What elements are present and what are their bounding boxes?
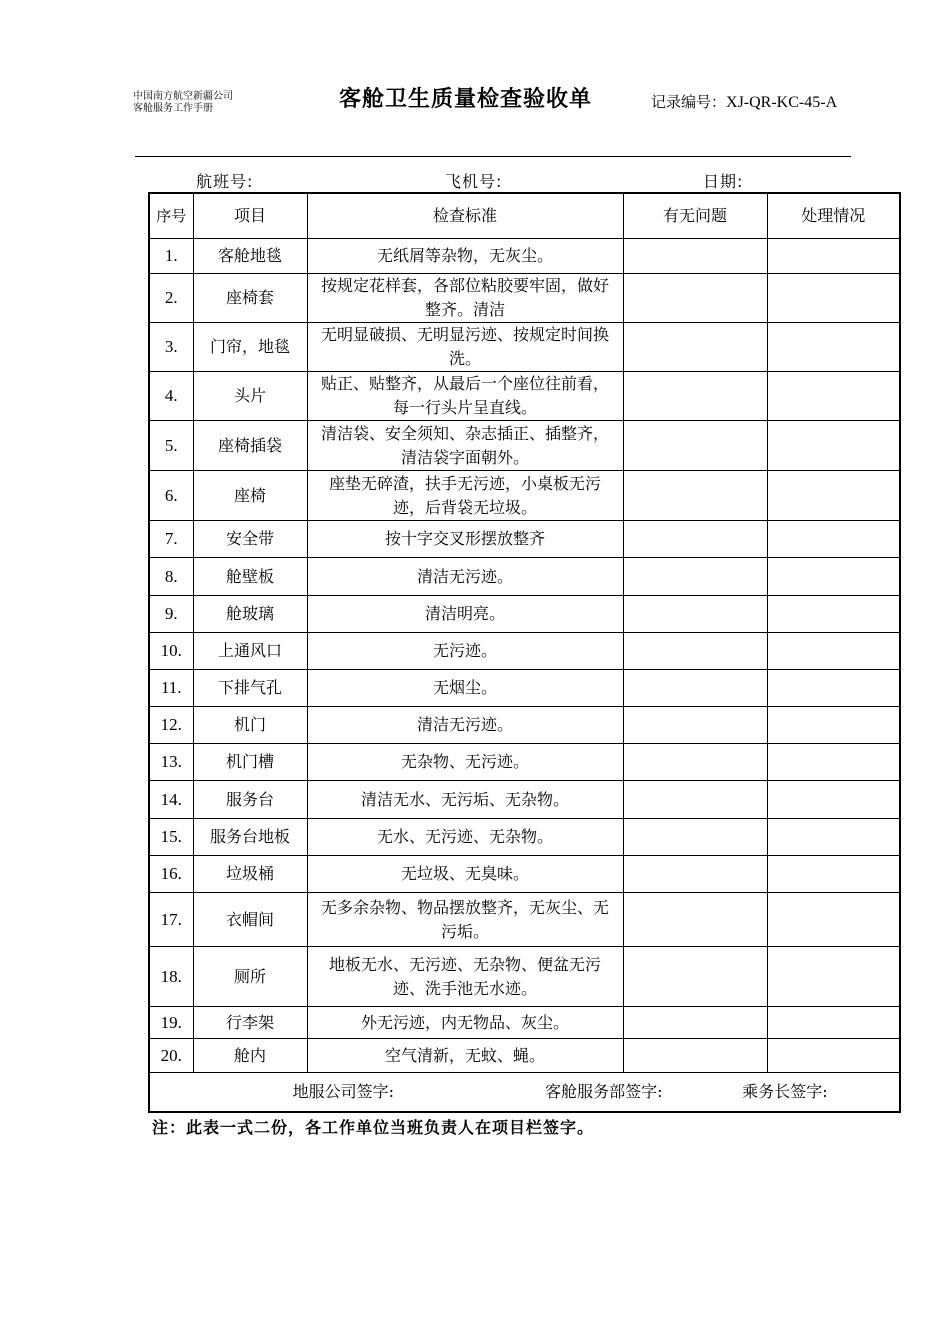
signature-cell — [149, 1073, 900, 1113]
row-standard: 清洁无污迹。 — [307, 707, 623, 744]
footnote: 注：此表一式二份，各工作单位当班负责人在项目栏签字。 — [152, 1118, 595, 1137]
row-issue-cell[interactable] — [623, 744, 767, 781]
row-standard: 清洁无水、无污垢、无杂物。 — [307, 781, 623, 819]
flight-number-label: 航班号: — [196, 172, 254, 191]
row-handling-cell[interactable] — [767, 1039, 900, 1073]
row-handling-cell[interactable] — [767, 633, 900, 670]
row-item: 服务台 — [193, 781, 307, 819]
header-item: 项目 — [193, 193, 307, 239]
row-standard: 外无污迹，内无物品、灰尘。 — [307, 1007, 623, 1039]
table-row — [149, 1007, 900, 1039]
purser-signature: 乘务长签字: — [742, 1082, 828, 1101]
table-row — [149, 1039, 900, 1073]
row-index: 7. — [149, 521, 193, 558]
row-standard: 按规定花样套，各部位粘胶要牢固，做好整齐。清洁 — [307, 274, 623, 323]
record-number — [651, 91, 837, 112]
header-issue: 有无问题 — [623, 193, 767, 239]
row-index: 16. — [149, 856, 193, 893]
table-row — [149, 274, 900, 323]
row-issue-cell[interactable] — [623, 323, 767, 372]
row-handling-cell[interactable] — [767, 707, 900, 744]
row-item: 头片 — [193, 372, 307, 421]
row-standard: 无纸屑等杂物，无灰尘。 — [307, 239, 623, 274]
table-header-row — [149, 193, 900, 239]
row-item: 机门槽 — [193, 744, 307, 781]
row-item: 舱内 — [193, 1039, 307, 1073]
header-divider — [135, 156, 851, 157]
row-standard: 无垃圾、无臭味。 — [307, 856, 623, 893]
table-row — [149, 596, 900, 633]
row-issue-cell[interactable] — [623, 819, 767, 856]
signature-row — [149, 1073, 900, 1113]
row-item: 安全带 — [193, 521, 307, 558]
row-issue-cell[interactable] — [623, 707, 767, 744]
row-handling-cell[interactable] — [767, 558, 900, 596]
row-issue-cell[interactable] — [623, 421, 767, 471]
row-standard: 贴正、贴整齐，从最后一个座位往前看，每一行头片呈直线。 — [307, 372, 623, 421]
row-handling-cell[interactable] — [767, 781, 900, 819]
row-standard: 座垫无碎渣，扶手无污迹，小桌板无污迹，后背袋无垃圾。 — [307, 471, 623, 521]
row-index: 20. — [149, 1039, 193, 1073]
row-item: 厕所 — [193, 947, 307, 1007]
table-row — [149, 707, 900, 744]
row-issue-cell[interactable] — [623, 633, 767, 670]
row-item: 舱玻璃 — [193, 596, 307, 633]
table-row — [149, 819, 900, 856]
row-standard: 地板无水、无污迹、无杂物、便盆无污迹、洗手池无水迹。 — [307, 947, 623, 1007]
row-item: 座椅 — [193, 471, 307, 521]
manual-name: 客舱服务工作手册 — [133, 103, 213, 114]
company-name: 中国南方航空新疆公司 — [133, 91, 233, 102]
row-handling-cell[interactable] — [767, 274, 900, 323]
row-item: 机门 — [193, 707, 307, 744]
row-item: 服务台地板 — [193, 819, 307, 856]
row-standard: 无污迹。 — [307, 633, 623, 670]
table-row — [149, 947, 900, 1007]
row-handling-cell[interactable] — [767, 239, 900, 274]
table-row — [149, 471, 900, 521]
row-item: 座椅插袋 — [193, 421, 307, 471]
table-row — [149, 558, 900, 596]
inspection-table — [148, 192, 901, 1113]
table-row — [149, 372, 900, 421]
row-handling-cell[interactable] — [767, 521, 900, 558]
row-issue-cell[interactable] — [623, 471, 767, 521]
table-row — [149, 421, 900, 471]
row-index: 6. — [149, 471, 193, 521]
row-handling-cell[interactable] — [767, 1007, 900, 1039]
table-row — [149, 781, 900, 819]
row-handling-cell[interactable] — [767, 323, 900, 372]
row-index: 10. — [149, 633, 193, 670]
row-issue-cell[interactable] — [623, 670, 767, 707]
row-issue-cell[interactable] — [623, 596, 767, 633]
row-standard: 清洁无污迹。 — [307, 558, 623, 596]
row-handling-cell[interactable] — [767, 947, 900, 1007]
row-handling-cell[interactable] — [767, 372, 900, 421]
row-item: 上通风口 — [193, 633, 307, 670]
row-issue-cell[interactable] — [623, 1039, 767, 1073]
date-label: 日期: — [703, 172, 744, 191]
table-body — [149, 239, 900, 1073]
record-label: 记录编号： — [651, 93, 727, 111]
row-index: 1. — [149, 239, 193, 274]
row-handling-cell[interactable] — [767, 670, 900, 707]
header-index: 序号 — [149, 193, 193, 239]
ground-service-signature: 地服公司签字: — [292, 1082, 394, 1101]
row-index: 8. — [149, 558, 193, 596]
row-handling-cell[interactable] — [767, 744, 900, 781]
row-index: 3. — [149, 323, 193, 372]
row-issue-cell[interactable] — [623, 1007, 767, 1039]
row-handling-cell[interactable] — [767, 856, 900, 893]
row-issue-cell[interactable] — [623, 239, 767, 274]
table-row — [149, 893, 900, 947]
row-standard: 无杂物、无污迹。 — [307, 744, 623, 781]
row-standard: 无烟尘。 — [307, 670, 623, 707]
row-item: 下排气孔 — [193, 670, 307, 707]
document-title: 客舱卫生质量检查验收单 — [339, 87, 593, 112]
row-issue-cell[interactable] — [623, 558, 767, 596]
row-standard: 清洁明亮。 — [307, 596, 623, 633]
row-issue-cell[interactable] — [623, 856, 767, 893]
header-handling: 处理情况 — [767, 193, 900, 239]
row-item: 垃圾桶 — [193, 856, 307, 893]
row-handling-cell[interactable] — [767, 596, 900, 633]
row-standard: 无水、无污迹、无杂物。 — [307, 819, 623, 856]
header-standard: 检查标准 — [307, 193, 623, 239]
row-issue-cell[interactable] — [623, 521, 767, 558]
row-standard: 无多余杂物、物品摆放整齐，无灰尘、无污垢。 — [307, 893, 623, 947]
row-standard: 按十字交叉形摆放整齐 — [307, 521, 623, 558]
row-index: 11. — [149, 670, 193, 707]
row-standard: 空气清新，无蚊、蝇。 — [307, 1039, 623, 1073]
table-row — [149, 670, 900, 707]
record-code: XJ-QR-KC-45-A — [726, 94, 838, 111]
row-index: 19. — [149, 1007, 193, 1039]
row-handling-cell[interactable] — [767, 421, 900, 471]
company-header — [133, 91, 233, 115]
row-index: 5. — [149, 421, 193, 471]
table-row — [149, 323, 900, 372]
table-row — [149, 744, 900, 781]
row-issue-cell[interactable] — [623, 781, 767, 819]
row-issue-cell[interactable] — [623, 893, 767, 947]
row-standard: 无明显破损、无明显污迹、按规定时间换洗。 — [307, 323, 623, 372]
cabin-service-signature: 客舱服务部签字: — [545, 1082, 663, 1101]
row-index: 15. — [149, 819, 193, 856]
row-index: 18. — [149, 947, 193, 1007]
row-standard: 清洁袋、安全须知、杂志插正、插整齐，清洁袋字面朝外。 — [307, 421, 623, 471]
aircraft-number-label: 飞机号: — [445, 172, 503, 191]
row-handling-cell[interactable] — [767, 819, 900, 856]
row-item: 客舱地毯 — [193, 239, 307, 274]
table-row — [149, 856, 900, 893]
row-index: 12. — [149, 707, 193, 744]
row-issue-cell[interactable] — [623, 274, 767, 323]
row-index: 2. — [149, 274, 193, 323]
row-handling-cell[interactable] — [767, 893, 900, 947]
row-issue-cell[interactable] — [623, 947, 767, 1007]
row-item: 门帘，地毯 — [193, 323, 307, 372]
row-index: 14. — [149, 781, 193, 819]
table-row — [149, 239, 900, 274]
table-row — [149, 633, 900, 670]
row-item: 舱壁板 — [193, 558, 307, 596]
row-item: 衣帽间 — [193, 893, 307, 947]
row-item: 座椅套 — [193, 274, 307, 323]
row-index: 13. — [149, 744, 193, 781]
table-row — [149, 521, 900, 558]
row-handling-cell[interactable] — [767, 471, 900, 521]
row-index: 17. — [149, 893, 193, 947]
row-index: 4. — [149, 372, 193, 421]
row-item: 行李架 — [193, 1007, 307, 1039]
row-index: 9. — [149, 596, 193, 633]
row-issue-cell[interactable] — [623, 372, 767, 421]
